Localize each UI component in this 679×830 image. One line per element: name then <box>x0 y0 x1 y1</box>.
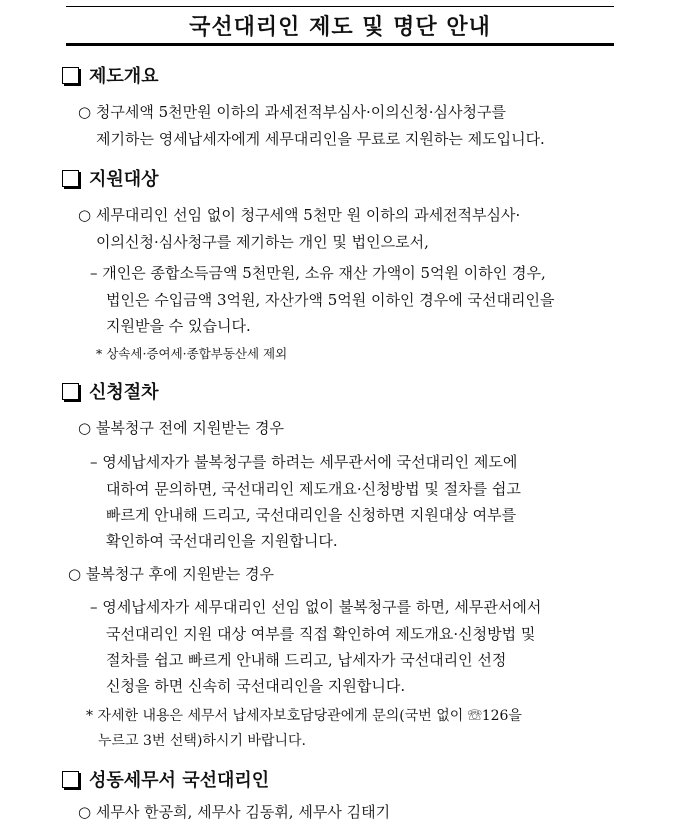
note-line: 누르고 3번 선택)하시기 바랍니다. <box>98 733 306 749</box>
section-heading-representatives <box>62 766 269 792</box>
text-line: 지원받을 수 있습니다. <box>106 317 251 335</box>
text-line: 대하여 문의하면, 국선대리인 제도개요·신청방법 및 절차를 쉽고 <box>106 480 521 498</box>
checkbox-square-icon <box>62 383 79 400</box>
text-line: 빠르게 안내해 드리고, 국선대리인을 신청하면 지원대상 여부를 <box>106 506 517 524</box>
section-heading-overview <box>62 62 159 88</box>
text-line: 신청을 하면 신속히 국선대리인을 지원합니다. <box>106 677 406 695</box>
section-heading-eligibility <box>62 165 159 191</box>
checkbox-square-icon <box>62 170 79 187</box>
text-line: ○ 불복청구 후에 지원받는 경우 <box>68 565 275 583</box>
section-title: 신청절차 <box>89 382 159 403</box>
text-line: – 영세납세자가 세무대리인 선임 없이 불복청구를 하면, 세무관서에서 <box>90 598 542 616</box>
checkbox-square-icon <box>62 67 79 84</box>
section-heading-procedure <box>62 378 159 404</box>
document-title: 국선대리인 제도 및 명단 안내 <box>189 14 491 40</box>
text-line: 절차를 쉽고 빠르게 안내해 드리고, 납세자가 국선대리인 선정 <box>106 651 507 669</box>
section-title: 성동세무서 국선대리인 <box>89 770 270 791</box>
note-line: * 상속세·증여세·종합부동산세 제외 <box>96 346 288 361</box>
text-line: ○ 청구세액 5천만원 이하의 과세전적부심사·이의신청·심사청구를 <box>78 103 506 121</box>
text-line: 확인하여 국선대리인을 지원합니다. <box>106 532 338 550</box>
text-line: 법인은 수입금액 3억원, 자산가액 5억원 이하인 경우에 국선대리인을 <box>106 291 555 309</box>
document-title-box <box>66 6 614 46</box>
section-title: 제도개요 <box>89 66 159 87</box>
text-line: ○ 세무사 한공희, 세무사 김동휘, 세무사 김태기 <box>78 803 391 821</box>
text-line: 이의신청·심사청구를 제기하는 개인 및 법인으로서, <box>96 233 429 251</box>
text-line: 국선대리인 지원 대상 여부를 직접 확인하여 제도개요·신청방법 및 <box>106 625 536 643</box>
text-line: – 개인은 종합소득금액 5천만원, 소유 재산 가액이 5억원 이하인 경우, <box>90 264 546 282</box>
section-title: 지원대상 <box>89 169 159 190</box>
text-line: ○ 세무대리인 선임 없이 청구세액 5천만 원 이하의 과세전적부심사· <box>78 206 521 224</box>
note-line: * 자세한 내용은 세무서 납세자보호담당관에게 문의(국번 없이 ☏126을 <box>86 708 522 724</box>
checkbox-square-icon <box>62 771 79 788</box>
text-line: – 영세납세자가 불복청구를 하려는 세무관서에 국선대리인 제도에 <box>90 453 518 471</box>
text-line: 제기하는 영세납세자에게 세무대리인을 무료로 지원하는 제도입니다. <box>96 130 545 148</box>
text-line: ○ 불복청구 전에 지원받는 경우 <box>78 419 285 437</box>
